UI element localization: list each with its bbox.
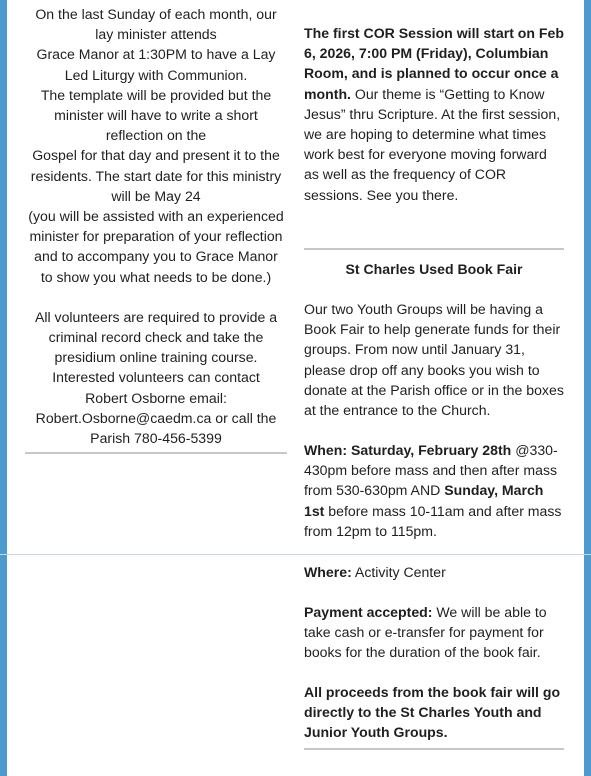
ministry-line: residents. The start date for this ministry [30,167,282,184]
book-fair-when-block [304,440,564,541]
volunteer-phone-line: Parish 780-456-5399 [90,430,222,447]
book-fair-proceeds [304,682,564,743]
cor-normal-text: Our theme is “Getting to Know Jesus” thru Scripture. At the first session, we are hoping to determine what times work best for everyone moving forward as well as the frequency of COR sessions. See you there. [304,85,561,203]
when-bold-2: Sunday, March 1st [304,482,544,519]
book-fair-intro-block [304,299,564,420]
ministry-line: minister will have to write a short [54,107,258,124]
when-label: When: Saturday, February 28th [304,442,512,458]
ministry-line: to show you what needs to be done.) [40,268,272,285]
left-border-band [0,0,7,776]
volunteer-line: Robert Osborne email: [85,389,227,406]
volunteer-line: presidium online training course. [54,349,258,366]
book-fair-when [304,440,564,541]
payment-label: Payment accepted: [304,604,433,620]
where-text: Activity Center [351,564,446,580]
ministry-line: and to accompany you to Grace Manor [34,248,278,265]
cor-session-block [304,23,564,205]
cor-divider [304,248,564,250]
volunteer-line: All volunteers are required to provide a [34,308,278,325]
ministry-line: minister for preparation of your reflection [29,228,283,245]
volunteer-email-line[interactable]: Robert.Osborne@caedm.ca or call the [35,409,277,426]
right-border-band [584,0,591,776]
paragraph-gap [25,287,287,307]
where-label: Where: [304,564,352,580]
left-column-divider [25,452,287,454]
ministry-line: (you will be assisted with an experienced [28,208,284,225]
lay-minister-column [25,4,287,448]
book-fair-where [304,562,564,582]
volunteer-line: Interested volunteers can contact [52,369,260,386]
book-fair-intro: Our two Youth Groups will be having a Book Fair to help generate funds for their groups. From now until January 31, please drop off any books you wish to donate at the Parish office or in the boxes at the entrance to the Church. [304,301,564,419]
book-fair-divider [304,748,564,750]
cor-bold-text: The first COR Session will start on Feb 6, 2026, 7:00 PM (Friday), Columbian Room, and is planned to occur once a month. [304,25,564,102]
book-fair-payment [304,602,564,663]
book-fair-proceeds-block [304,682,564,743]
book-fair-where-block [304,562,564,582]
book-fair-title: St Charles Used Book Fair [345,261,523,277]
ministry-line: reflection on the [105,127,207,144]
ministry-line: Grace Manor at 1:30PM to have a Lay [36,46,276,63]
section-divider-line [0,554,591,555]
ministry-line: The template will be provided but the [40,86,272,103]
when-text-1: @330-430pm before mass and then after mass from 530-630pm AND [304,442,558,499]
proceeds-text: All proceeds from the book fair will go directly to the St Charles Youth and Junior Youth Groups. [304,684,561,741]
book-fair-payment-block [304,602,564,663]
when-text-2: before mass 10-11am and after mass from 12pm to 115pm. [304,502,562,539]
ministry-line: Led Liturgy with Communion. [64,66,248,83]
ministry-line: lay minister attends [95,26,217,43]
ministry-line: Gospel for that day and present it to the [32,147,280,164]
ministry-line: On the last Sunday of each month, our [35,6,277,22]
cor-paragraph [304,23,564,205]
payment-text: We will be able to take cash or e-transfer for payment for books for the duration of the book fair. [304,604,547,661]
ministry-line: will be May 24 [111,187,201,204]
volunteer-line: criminal record check and take the [48,329,264,346]
